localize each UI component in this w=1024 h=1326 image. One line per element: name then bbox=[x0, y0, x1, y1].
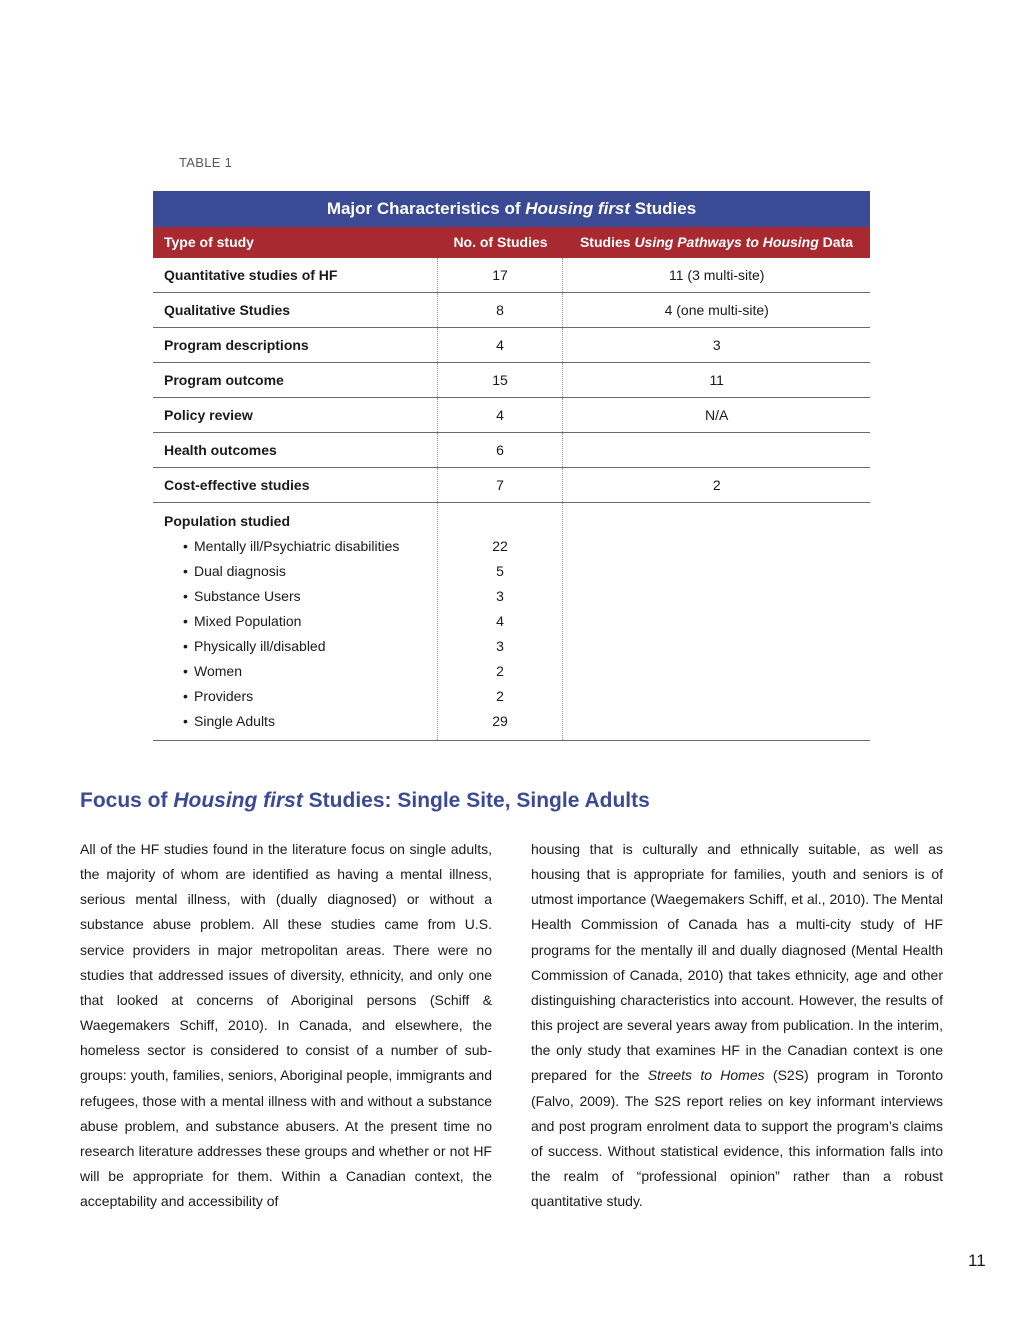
population-count: 3 bbox=[496, 638, 504, 654]
bullet-icon: • bbox=[183, 713, 188, 729]
paragraph: housing that is culturally and ethnically suitable, as well as housing that is appropriate for families, youth and seniors is of utmost importance (Waegemakers Schiff, et al., 2010). The Mental Health Commission of Canada has a multi-city study of HF programs for the mentally ill and dually diagnosed (Mental Health Commission of Canada, 2010) that takes ethnicity, age and other distinguishing characteristics into account. However, the results of this project are several years away from publication. In the interim, the only study that examines HF in the Canadian context is one prepared for the Streets to Homes (S2S) program in Toronto (Falvo, 2009). The S2S report relies on key informant interviews and post program enrolment data to support the program’s claims of success. Without statistical evidence, this information falls into the realm of “professional opinion” rather than a robust quantitative study. bbox=[531, 841, 943, 1210]
table-row bbox=[153, 328, 870, 363]
table-row bbox=[153, 433, 870, 468]
population-pathways-empty bbox=[563, 503, 870, 740]
header-type: Type of study bbox=[164, 234, 254, 250]
population-count: 4 bbox=[496, 613, 504, 629]
list-item: • Substance Users bbox=[164, 584, 437, 609]
table-row bbox=[153, 293, 870, 328]
bullet-icon: • bbox=[183, 538, 188, 554]
table-label: TABLE 1 bbox=[179, 155, 233, 170]
row-count: 17 bbox=[438, 258, 564, 292]
row-count: 8 bbox=[438, 293, 564, 327]
population-count: 3 bbox=[496, 588, 504, 604]
bullet-icon: • bbox=[183, 688, 188, 704]
row-type: Program outcome bbox=[153, 363, 438, 397]
row-count: 6 bbox=[438, 433, 564, 467]
bullet-icon: • bbox=[183, 613, 188, 629]
table-title: Major Characteristics of Housing first Studies bbox=[153, 191, 870, 227]
table-row bbox=[153, 468, 870, 503]
row-type: Qualitative Studies bbox=[153, 293, 438, 327]
row-type: Program descriptions bbox=[153, 328, 438, 362]
population-title: Population studied bbox=[164, 513, 290, 529]
row-pathways: 11 bbox=[709, 372, 724, 388]
row-pathways: 3 bbox=[712, 337, 721, 353]
paragraph: All of the HF studies found in the literature focus on single adults, the majority of whom are identified as having a mental illness, serious mental illness, with (dually diagnosed) or without a substance abuse problem. All these studies came from U.S. service providers in major metropolitan areas. There were no studies that addressed issues of diversity, ethnicity, and only one that looked at concerns of Aboriginal persons (Schiff & Waegemakers Schiff, 2010). In Canada, and elsewhere, the homeless sector is considered to consist of a number of sub-groups: youth, families, seniors, Aboriginal people, immigrants and refugees, those with a mental illness with and without a substance abuse problem, and substance abusers. At the present time no research literature addresses these groups and whether or not HF will be appropriate for them. Within a Canadian context, the acceptability and accessibility of bbox=[80, 841, 492, 1210]
list-item: • Dual diagnosis bbox=[164, 559, 437, 584]
list-item: • Mentally ill/Psychiatric disabilities bbox=[164, 534, 437, 559]
bullet-icon: • bbox=[183, 638, 188, 654]
row-count: 15 bbox=[438, 363, 564, 397]
population-count: 22 bbox=[492, 538, 508, 554]
page-number: 11 bbox=[968, 1251, 986, 1270]
body-column-left bbox=[80, 837, 492, 1214]
list-item: • Physically ill/disabled bbox=[164, 634, 437, 659]
population-count: 5 bbox=[496, 563, 504, 579]
row-pathways bbox=[563, 433, 870, 467]
row-count: 7 bbox=[438, 468, 564, 502]
row-count: 4 bbox=[438, 398, 564, 432]
row-type: Quantitative studies of HF bbox=[153, 258, 438, 292]
section-heading: Focus of Housing first Studies: Single Site, Single Adults bbox=[80, 789, 650, 812]
population-counts bbox=[438, 503, 563, 740]
bullet-icon: • bbox=[183, 663, 188, 679]
list-item: • Single Adults bbox=[164, 709, 437, 734]
row-pathways: N/A bbox=[705, 407, 729, 423]
population-labels bbox=[153, 503, 438, 740]
population-count: 29 bbox=[492, 713, 508, 729]
list-item: • Providers bbox=[164, 684, 437, 709]
characteristics-table bbox=[153, 191, 870, 741]
bullet-icon: • bbox=[183, 588, 188, 604]
population-count: 2 bbox=[496, 663, 504, 679]
bullet-icon: • bbox=[183, 563, 188, 579]
header-pathways: Studies Using Pathways to Housing Data bbox=[579, 234, 854, 250]
table-row bbox=[153, 398, 870, 433]
table-row bbox=[153, 363, 870, 398]
table-row bbox=[153, 258, 870, 293]
list-item: • Mixed Population bbox=[164, 609, 437, 634]
row-type: Cost-effective studies bbox=[153, 468, 438, 502]
row-pathways: 2 bbox=[712, 477, 721, 493]
row-pathways: 11 (3 multi-site) bbox=[669, 267, 765, 283]
population-count: 2 bbox=[496, 688, 504, 704]
row-pathways: 4 (one multi-site) bbox=[664, 302, 769, 318]
body-column-right bbox=[531, 837, 943, 1214]
row-type: Health outcomes bbox=[153, 433, 438, 467]
list-item: • Women bbox=[164, 659, 437, 684]
population-row bbox=[153, 503, 870, 741]
row-type: Policy review bbox=[153, 398, 438, 432]
row-count: 4 bbox=[438, 328, 564, 362]
header-count: No. of Studies bbox=[453, 234, 548, 250]
table-header-row bbox=[153, 227, 870, 258]
